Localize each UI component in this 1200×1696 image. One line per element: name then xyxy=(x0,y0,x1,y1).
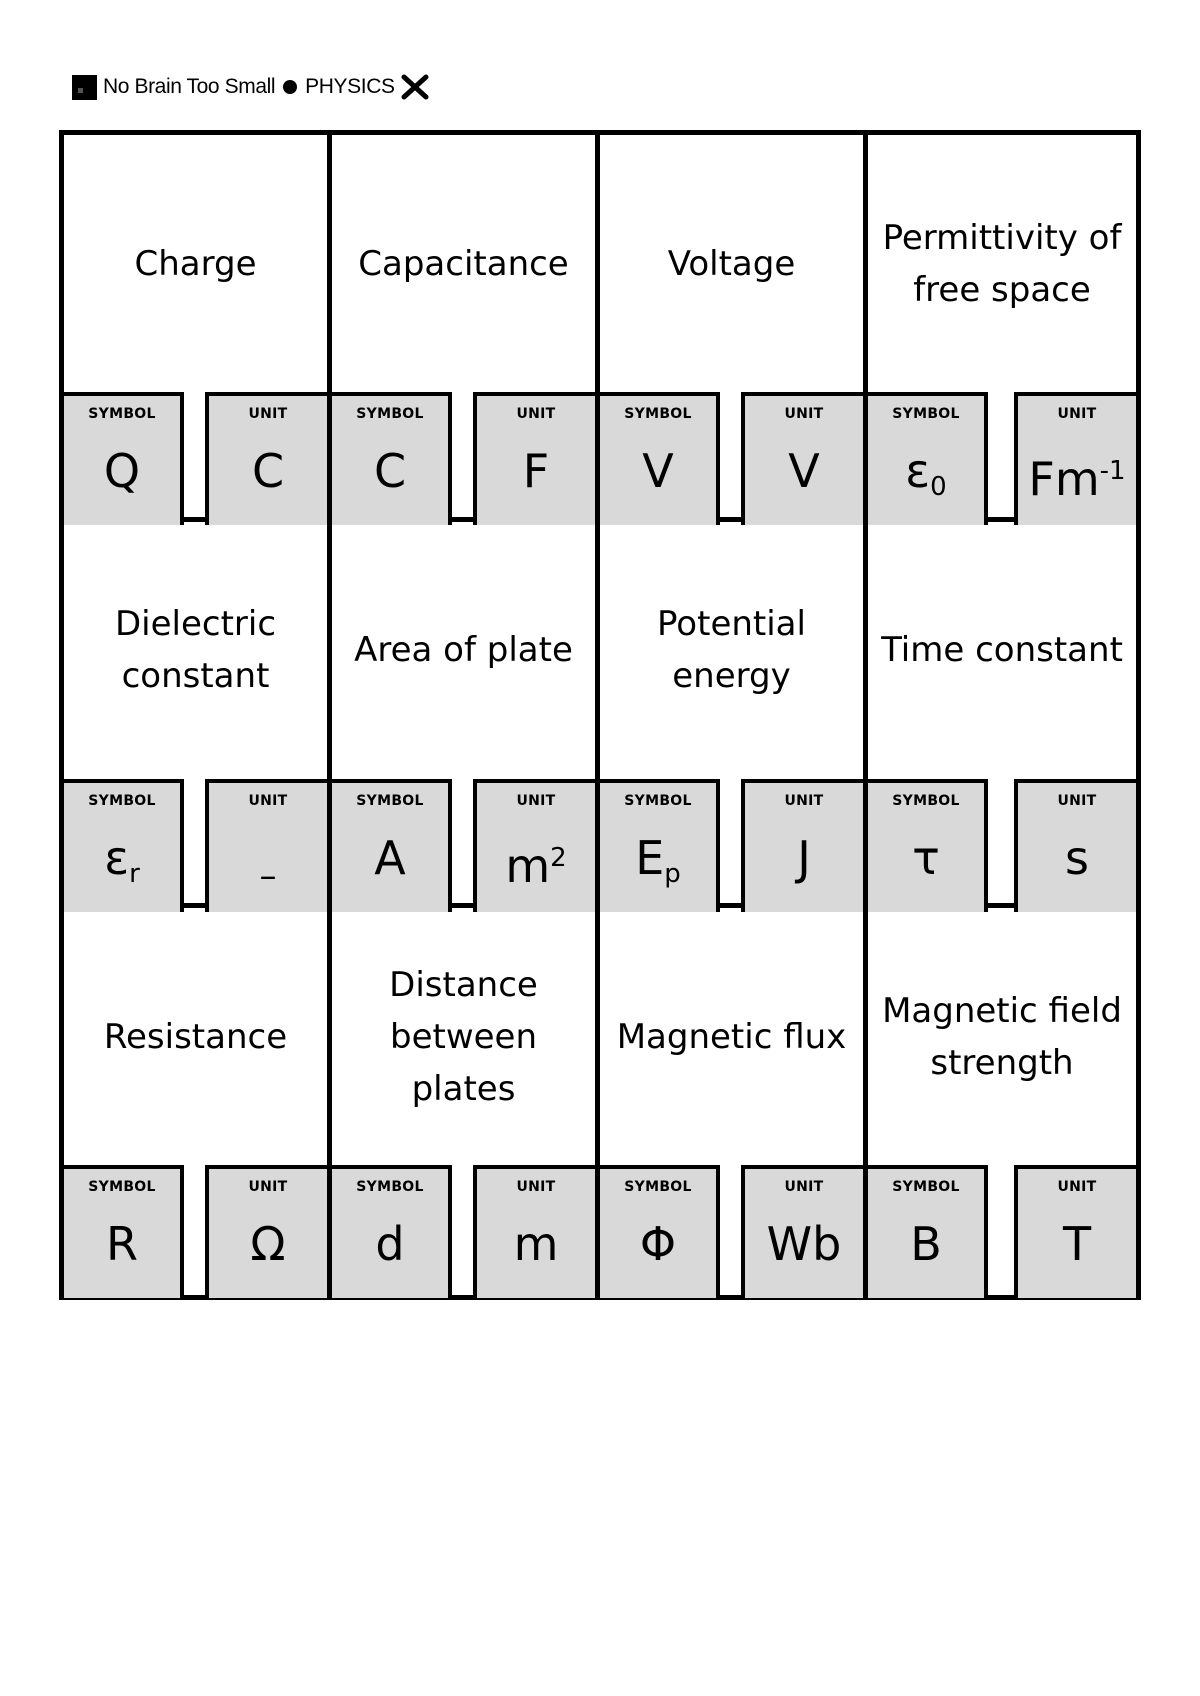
unit-label: UNIT xyxy=(516,406,556,422)
unit-tab xyxy=(473,779,595,912)
unit-tab xyxy=(205,779,327,912)
card-resistance xyxy=(64,908,332,1295)
symbol-value: A xyxy=(374,830,406,885)
unit-label: UNIT xyxy=(516,792,556,809)
unit-label: UNIT xyxy=(516,1179,556,1196)
symbols-units-grid xyxy=(59,130,1141,1300)
symbol-tab xyxy=(332,392,452,525)
unit-superscript: 2 xyxy=(550,842,567,873)
symbol-tab xyxy=(332,779,452,912)
symbol-tab xyxy=(332,1165,452,1298)
unit-value: F xyxy=(522,444,550,498)
card-area-of-plate xyxy=(332,522,600,909)
unit-value xyxy=(477,831,595,893)
unit-value: – xyxy=(259,855,277,896)
header-subject-text: PHYSICS xyxy=(305,75,395,98)
unit-value: T xyxy=(1062,1217,1092,1272)
symbol-label: SYMBOL xyxy=(624,792,692,809)
quantity-name: Magnetic flux xyxy=(616,1016,847,1057)
unit-label: UNIT xyxy=(248,406,288,422)
symbol-main: ε xyxy=(104,830,130,885)
unit-main: Fm xyxy=(1028,452,1100,506)
card-distance-between-plates xyxy=(332,908,600,1295)
unit-label: UNIT xyxy=(248,792,288,809)
symbol-value: d xyxy=(375,1217,405,1272)
symbol-tab xyxy=(868,392,988,525)
quantity-name: Charge xyxy=(134,243,257,284)
quantity-name: Distance between plates xyxy=(389,964,538,1109)
card-magnetic-flux xyxy=(600,908,868,1295)
unit-value: V xyxy=(788,444,820,498)
symbol-label: SYMBOL xyxy=(356,792,424,809)
card-potential-energy xyxy=(600,522,868,909)
unit-value: Wb xyxy=(766,1217,842,1272)
unit-label: UNIT xyxy=(1057,1179,1097,1196)
symbol-tab xyxy=(600,1165,720,1298)
quantity-name: Permittivity of free space xyxy=(882,217,1122,310)
symbol-subscript: r xyxy=(129,858,140,889)
unit-value: s xyxy=(1065,830,1089,885)
symbol-tab xyxy=(868,779,988,912)
symbol-label: SYMBOL xyxy=(88,406,156,422)
card-dielectric-constant xyxy=(64,522,332,909)
unit-label: UNIT xyxy=(1057,792,1097,809)
symbol-tab xyxy=(64,1165,184,1298)
symbol-value xyxy=(64,831,180,901)
unit-label: UNIT xyxy=(1057,406,1097,422)
symbol-label: SYMBOL xyxy=(624,406,692,422)
quantity-name: Voltage xyxy=(667,243,796,284)
unit-tab xyxy=(741,779,863,912)
quantity-name: Magnetic field strength xyxy=(882,990,1122,1083)
cross-icon xyxy=(401,73,429,101)
symbol-label: SYMBOL xyxy=(88,792,156,809)
card-capacitance xyxy=(332,135,600,522)
unit-label: UNIT xyxy=(784,792,824,809)
unit-tab xyxy=(473,1165,595,1298)
unit-value: C xyxy=(251,444,285,498)
card-time-constant xyxy=(868,522,1136,909)
symbol-label: SYMBOL xyxy=(892,406,960,422)
symbol-label: SYMBOL xyxy=(88,1179,156,1196)
page-header xyxy=(72,73,429,101)
symbol-tab xyxy=(600,779,720,912)
symbol-value: Φ xyxy=(639,1217,677,1272)
unit-tab xyxy=(205,392,327,525)
unit-tab xyxy=(741,1165,863,1298)
symbol-tab xyxy=(64,779,184,912)
unit-label: UNIT xyxy=(784,406,824,422)
symbol-value: V xyxy=(642,444,674,498)
unit-superscript: -1 xyxy=(1099,456,1126,486)
card-voltage xyxy=(600,135,868,522)
symbol-label: SYMBOL xyxy=(892,1179,960,1196)
symbol-tab xyxy=(600,392,720,525)
header-brand-text: No Brain Too Small xyxy=(103,75,276,98)
symbol-value: Q xyxy=(103,444,141,498)
symbol-subscript: p xyxy=(664,858,681,889)
unit-value: J xyxy=(797,830,811,885)
unit-tab xyxy=(1014,1165,1136,1298)
symbol-value: R xyxy=(106,1217,138,1272)
brain-logo-icon xyxy=(72,75,97,100)
unit-tab xyxy=(473,392,595,525)
quantity-name: Resistance xyxy=(103,1016,288,1057)
symbol-tab xyxy=(64,392,184,525)
card-charge xyxy=(64,135,332,522)
symbol-label: SYMBOL xyxy=(624,1179,692,1196)
unit-value: Ω xyxy=(250,1217,286,1272)
unit-tab xyxy=(205,1165,327,1298)
symbol-label: SYMBOL xyxy=(356,1179,424,1196)
card-permittivity-of-free-space xyxy=(868,135,1136,522)
unit-tab xyxy=(1014,779,1136,912)
unit-value: m xyxy=(513,1217,559,1272)
unit-tab xyxy=(1014,392,1136,525)
unit-label: UNIT xyxy=(784,1179,824,1196)
symbol-value: τ xyxy=(912,830,940,885)
quantity-name: Area of plate xyxy=(354,630,573,671)
quantity-name: Time constant xyxy=(881,630,1123,671)
symbol-main: E xyxy=(635,830,665,885)
unit-label: UNIT xyxy=(248,1179,288,1196)
symbol-value xyxy=(600,831,716,901)
symbol-label: SYMBOL xyxy=(356,406,424,422)
quantity-name: Capacitance xyxy=(358,243,569,284)
symbol-label: SYMBOL xyxy=(892,792,960,809)
unit-value xyxy=(1018,444,1136,506)
symbol-subscript: 0 xyxy=(930,472,947,502)
symbol-value: B xyxy=(910,1217,942,1272)
card-magnetic-field-strength xyxy=(868,908,1136,1295)
unit-main: m xyxy=(505,838,551,893)
symbol-tab xyxy=(868,1165,988,1298)
quantity-name: Dielectric constant xyxy=(114,604,277,697)
quantity-name: Potential energy xyxy=(657,604,806,697)
symbol-value: C xyxy=(373,444,407,498)
bullet-dot-icon xyxy=(283,80,297,94)
unit-tab xyxy=(741,392,863,525)
symbol-value xyxy=(868,444,984,514)
symbol-main: ε xyxy=(905,444,931,498)
